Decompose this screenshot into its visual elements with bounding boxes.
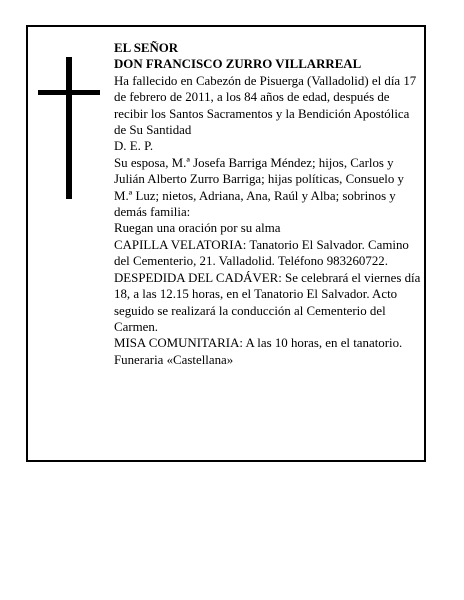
dep-line: D. E. P.	[114, 139, 154, 154]
notice-text	[114, 40, 422, 368]
cross-horizontal-bar	[38, 90, 100, 95]
notice-title-line1: EL SEÑOR	[114, 41, 179, 55]
cross-icon	[38, 57, 100, 199]
funeral-home: Funeraria «Castellana»	[114, 352, 234, 367]
obituary-notice	[26, 25, 426, 462]
prayer-request: Ruegan una oración por su alma	[114, 221, 281, 236]
chapel-info: CAPILLA VELATORIA: Tanatorio El Salvador. Camino del Cementerio, 21. Valladolid. Teléfono 983260722.	[114, 237, 409, 269]
passing-announcement: Ha fallecido en Cabezón de Pisuerga (Valladolid) el día 17 de febrero de 2011, a los 84 años de edad, después de recibir los Santos Sacramentos y la Bendición Apostólica de Su Santidad	[114, 73, 417, 138]
deceased-name: DON FRANCISCO ZURRO VILLARREAL	[114, 57, 362, 72]
family-list: Su esposa, M.ª Josefa Barriga Méndez; hijos, Carlos y Julián Alberto Zurro Barriga; hijas políticas, Consuelo y M.ª Luz; nietos, Adriana, Ana, Raúl y Alba; sobrinos y demás familia:	[114, 155, 404, 220]
mass-info: MISA COMUNITARIA: A las 10 horas, en el tanatorio.	[114, 336, 403, 351]
cross-vertical-bar	[66, 57, 72, 199]
farewell-info: DESPEDIDA DEL CADÁVER: Se celebrará el viernes día 18, a las 12.15 horas, en el Tanatorio El Salvador. Acto seguido se realizará la conducción al Cementerio del Carmen.	[114, 270, 421, 334]
